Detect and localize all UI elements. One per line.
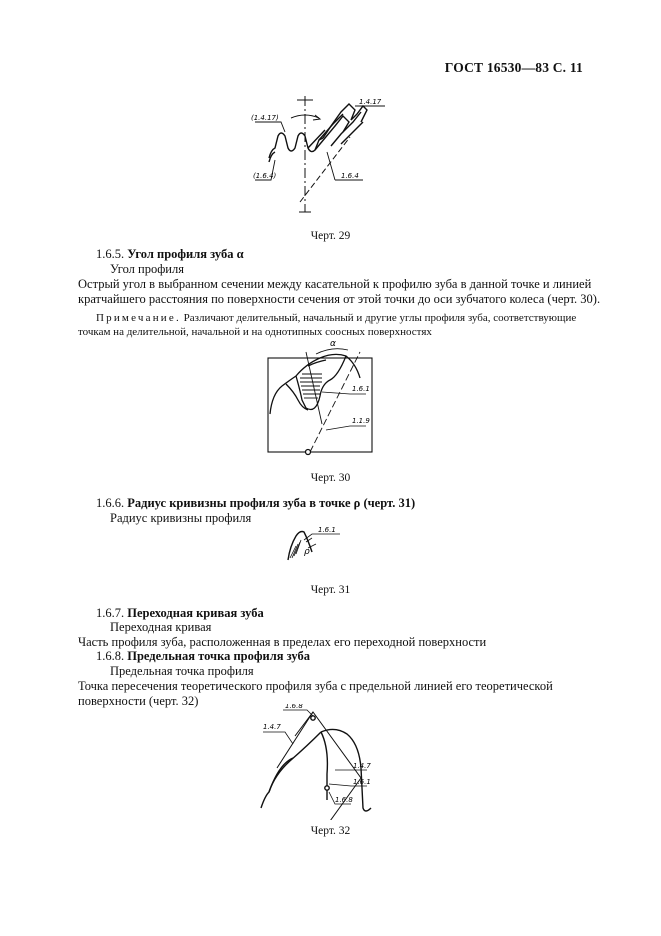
- definition-line-2: кратчайшего расстояния по поверхности сечения от этой точки до оси зубчатого колеса (черт. 30).: [78, 292, 601, 306]
- section-1-6-5-heading: [96, 247, 244, 263]
- fig30-label-alpha: α: [330, 339, 336, 349]
- figure-32-caption: Черт. 32: [310, 825, 351, 837]
- synonym: Радиус кривизны профиля: [110, 511, 252, 525]
- page-header: ГОСТ 16530—83 С. 11: [444, 60, 583, 75]
- figure-reference: (черт. 31): [363, 496, 416, 510]
- figure-31-drawing: [282, 522, 352, 567]
- term: Предельная точка профиля зуба: [127, 649, 310, 663]
- section-1-6-8-heading: [96, 649, 310, 665]
- fig29-label-4: 1.6.4: [341, 172, 359, 180]
- figure-31-caption: Черт. 31: [310, 584, 351, 596]
- section-number: 1.6.5.: [96, 247, 125, 261]
- fig29-label-2: 1.4.17: [359, 98, 382, 106]
- figure-29-caption: Черт. 29: [310, 230, 351, 242]
- figure-30-caption: Черт. 30: [310, 472, 351, 484]
- section-number: 1.6.8.: [96, 649, 125, 663]
- fig29-label-3: (1.6.4): [253, 172, 277, 180]
- symbol-alpha: α: [236, 247, 244, 261]
- term: Переходная кривая зуба: [127, 606, 264, 620]
- synonym: Предельная точка профиля: [110, 664, 254, 678]
- definition-line-2: поверхности (черт. 32): [78, 694, 199, 708]
- fig32-label-5: 1.6.8: [335, 796, 353, 804]
- definition-line-1: Острый угол в выбранном сечении между касательной к профилю зуба в данной точке и линией: [78, 277, 592, 291]
- synonym: Переходная кривая: [110, 620, 212, 634]
- definition-line-1: Точка пересечения теоретического профиля зуба с предельной линией его теоретической: [78, 679, 553, 693]
- fig32-label-4: 1.6.1: [353, 778, 371, 786]
- fig32-label-1: 1.6.8: [285, 704, 303, 710]
- figure-29-drawing: [245, 92, 405, 217]
- symbol-rho: ρ: [353, 496, 361, 510]
- term: Угол профиля зуба: [127, 247, 234, 261]
- figure-32-drawing: [255, 704, 385, 820]
- fig30-label-1: 1.6.1: [352, 385, 370, 393]
- note-text: Различают делительный, начальный и другие углы профиля зуба, соответствующие: [180, 312, 577, 324]
- figure-30-drawing: [260, 334, 390, 466]
- fig32-label-2: 1.4.7: [263, 723, 281, 731]
- note-line-2: точкам на делительной, начальной и на однотипных соосных поверхностях: [78, 326, 432, 338]
- fig32-label-3: 1.4.7: [353, 762, 371, 770]
- fig31-label-1: 1.6.1: [318, 526, 336, 534]
- section-number: 1.6.6.: [96, 496, 125, 510]
- fig30-label-2: 1.1.9: [352, 417, 370, 425]
- section-number: 1.6.7.: [96, 606, 125, 620]
- fig29-label-1: (1.4.17): [251, 114, 279, 122]
- note-line-1: [96, 311, 576, 325]
- term: Радиус кривизны профиля зуба в точке: [127, 496, 351, 510]
- synonym: Угол профиля: [110, 262, 184, 276]
- definition: Часть профиля зуба, расположенная в пределах его переходной поверхности: [78, 635, 487, 649]
- fig31-label-rho: ρ: [304, 547, 310, 557]
- note-label: Примечание.: [96, 312, 181, 324]
- section-1-6-6-heading: [96, 496, 415, 512]
